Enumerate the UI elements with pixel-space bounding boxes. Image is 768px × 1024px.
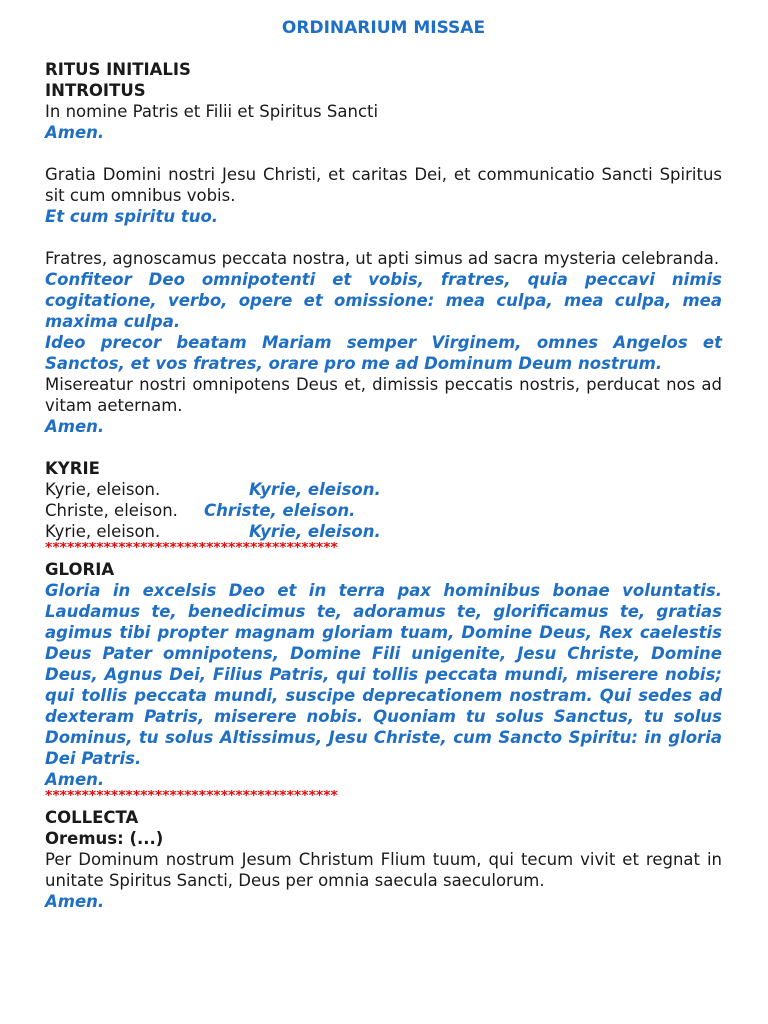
response-amen: Amen.	[45, 123, 105, 142]
kyrie-response: Christe, eleison.	[204, 501, 356, 520]
absolution-text: Misereatur nostri omnipotens Deus et, dimissis peccatis nostris, perducat nos ad vitam aeternam.	[45, 375, 722, 415]
response-amen: Amen.	[45, 770, 105, 789]
kyrie-row	[45, 479, 722, 500]
kyrie-row	[45, 521, 722, 542]
separator-stars: ****************************************	[45, 790, 338, 803]
spacer	[45, 143, 722, 164]
oremus-text: Oremus: (...)	[45, 829, 164, 848]
response-et-cum-spiritu: Et cum spiritu tuo.	[45, 207, 219, 226]
section-heading-kyrie: KYRIE	[45, 459, 100, 478]
sign-of-cross-text: In nomine Patris et Filii et Spiritus Sancti	[45, 102, 379, 121]
gloria-text: Gloria in excelsis Deo et in terra pax hominibus bonae voluntatis. Laudamus te, benedicimus te, adoramus te, glorificamus te, gratias agimus tibi propter magnam gloriam tuam, Domine Deus, Rex caelestis Deus Pater omnipotens, Domine Fili unigenite, Jesu Christe, Domine Deus, Agnus Dei, Filius Patris, qui tollis peccata mundi, miserere nobis; qui tollis peccata mundi, suscipe deprecationem nostram. Qui sedes ad dexteram Patris, miserere nobis. Quoniam tu solus Sanctus, tu solus Dominus, tu solus Altissimus, Jesu Christe, cum Sancto Spiritu: in gloria Dei Patris.	[45, 581, 722, 768]
kyrie-response: Kyrie, eleison.	[249, 522, 381, 541]
kyrie-row	[45, 500, 722, 521]
separator-stars: ****************************************	[45, 542, 338, 555]
kyrie-response: Kyrie, eleison.	[249, 480, 381, 499]
confiteor-part-2: Ideo precor beatam Mariam semper Virginem, omnes Angelos et Sanctos, et vos fratres, orare pro me ad Dominum Deum nostrum.	[45, 333, 722, 373]
section-heading-ritus-initialis: RITUS INITIALIS	[45, 60, 191, 79]
subheading-introitus: INTROITUS	[45, 81, 146, 100]
collect-conclusion-text: Per Dominum nostrum Jesum Christum Flium tuum, qui tecum vivit et regnat in unitate Spiritus Sancti, Deus per omnia saecula saeculorum.	[45, 850, 722, 890]
page-title: ORDINARIUM MISSAE	[281, 18, 486, 38]
penitential-intro-text: Fratres, agnoscamus peccata nostra, ut apti simus ad sacra mysteria celebranda.	[45, 249, 720, 268]
spacer	[45, 227, 722, 248]
kyrie-call: Kyrie, eleison.	[45, 522, 161, 541]
confiteor-part-1: Confiteor Deo omnipotenti et vobis, fratres, quia peccavi nimis cogitatione, verbo, opere et omissione: mea culpa, mea culpa, mea maxima culpa.	[45, 270, 722, 331]
section-heading-gloria: GLORIA	[45, 560, 115, 579]
response-amen: Amen.	[45, 417, 105, 436]
spacer	[45, 437, 722, 458]
greeting-text: Gratia Domini nostri Jesu Christi, et caritas Dei, et communicatio Sancti Spiritus sit cum omnibus vobis.	[45, 165, 722, 205]
section-heading-collecta: COLLECTA	[45, 808, 139, 827]
response-amen: Amen.	[45, 892, 105, 911]
kyrie-call: Christe, eleison.	[45, 501, 178, 520]
kyrie-call: Kyrie, eleison.	[45, 480, 161, 499]
